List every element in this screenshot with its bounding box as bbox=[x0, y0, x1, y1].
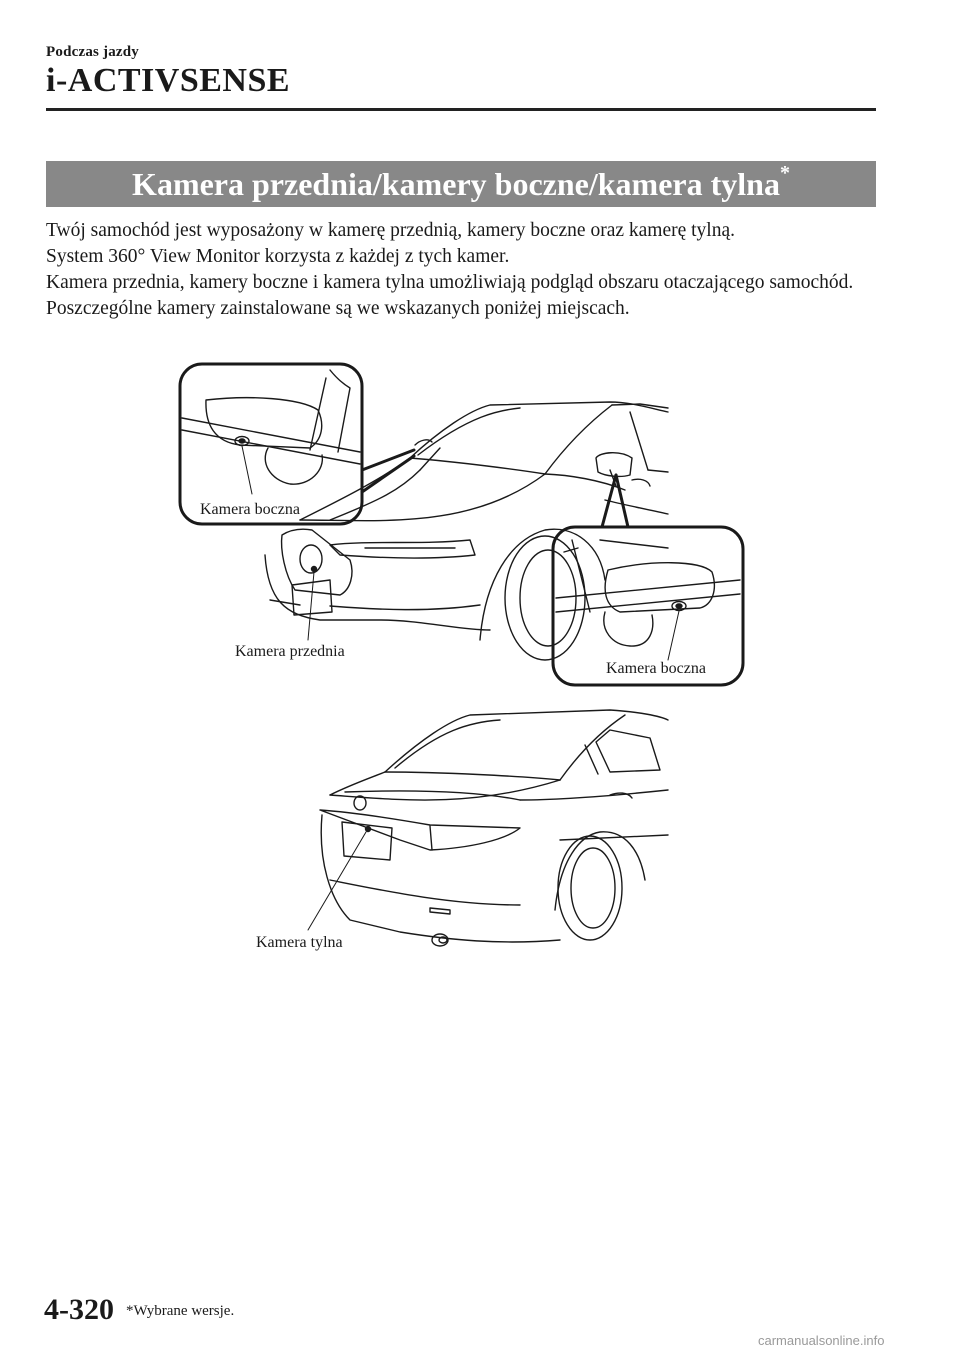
rear-car-drawing bbox=[320, 710, 668, 946]
paragraph-purpose: Kamera przednia, kamery boczne i kamera tylna umożliwiają podgląd obszaru otaczającego samochód. bbox=[46, 272, 854, 293]
side-mirror-inset-left bbox=[180, 364, 414, 524]
section-title: i-ACTIVSENSE bbox=[46, 62, 291, 99]
front-car-drawing bbox=[265, 402, 668, 660]
page-number: 4-320 bbox=[44, 1293, 114, 1326]
page-title-text: Kamera przednia/kamery boczne/kamera tylna bbox=[132, 165, 780, 202]
optional-equipment-marker: * bbox=[779, 161, 790, 184]
paragraph-locations: Poszczególne kamery zainstalowane są we wskazanych poniżej miejscach. bbox=[46, 298, 630, 319]
label-rear-camera: Kamera tylna bbox=[256, 934, 343, 951]
label-side-camera-right: Kamera boczna bbox=[606, 660, 706, 677]
footnote: *Wybrane wersje. bbox=[126, 1303, 235, 1319]
side-mirror-inset-right bbox=[553, 475, 743, 685]
paragraph-equipment: Twój samochód jest wyposażony w kamerę przednią, kamery boczne oraz kamerę tylną. bbox=[46, 220, 735, 241]
watermark: carmanualsonline.info bbox=[758, 1333, 885, 1348]
chapter-label: Podczas jazdy bbox=[46, 44, 140, 60]
label-side-camera-left: Kamera boczna bbox=[200, 501, 300, 518]
paragraph-system: System 360° View Monitor korzysta z każdej z tych kamer. bbox=[46, 246, 510, 267]
label-front-camera: Kamera przednia bbox=[235, 643, 345, 660]
